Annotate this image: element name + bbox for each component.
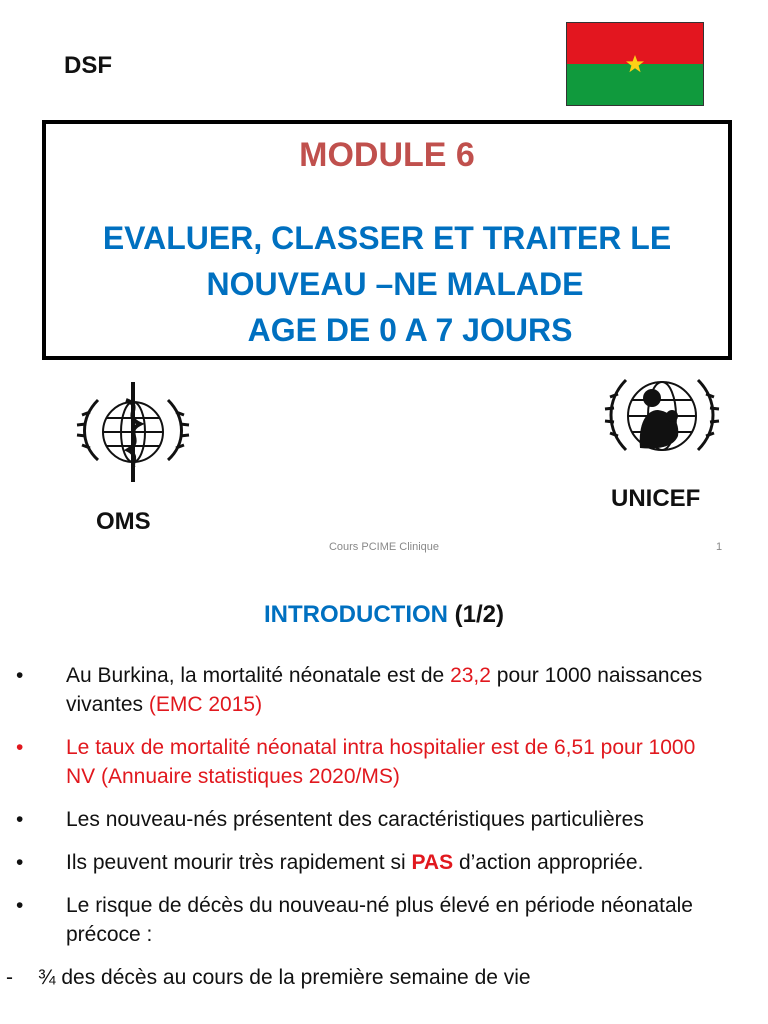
emphasis-word: PAS xyxy=(411,851,454,874)
bullet-text: Le risque de décès du nouveau-né plus élevé en période néonatale précoce : xyxy=(66,894,693,946)
oms-label: OMS xyxy=(96,508,151,535)
bullet-text xyxy=(66,661,728,719)
flag-star-icon xyxy=(625,54,645,74)
bullet-text: ¾ des décès au cours de la première semaine de vie xyxy=(38,966,531,989)
source-reference: (EMC 2015) xyxy=(148,693,263,716)
bullet-mark: • xyxy=(16,808,24,831)
unicef-label: UNICEF xyxy=(611,485,701,512)
bullet-text: Les nouveau-nés présentent des caractéristiques particulières xyxy=(66,808,644,831)
slide-footer: Cours PCIME Clinique xyxy=(328,541,440,553)
bullet-text-part: Ils peuvent mourir très rapidement si xyxy=(66,851,412,874)
org-label: DSF xyxy=(64,52,112,79)
page-number: 1 xyxy=(716,541,723,553)
slide-2 xyxy=(0,575,768,1024)
unicef-emblem-icon xyxy=(600,364,724,472)
module-title-box xyxy=(42,120,732,360)
bullet-text: Le taux de mortalité néonatal intra hospitalier est de 6,51 pour 1000 NV (Annuaire statistiques 2020/MS) xyxy=(66,736,696,788)
bullet-text-part: pour 1000 naissances vivantes xyxy=(66,664,703,716)
list-item xyxy=(0,848,768,877)
title-line-3: AGE DE 0 A 7 JOURS xyxy=(247,312,573,348)
bullet-text xyxy=(66,848,728,877)
list-item xyxy=(0,805,768,834)
bullet-text-part: Au Burkina, la mortalité néonatale est de xyxy=(66,664,451,687)
highlight-value: 23,2 xyxy=(450,664,491,687)
module-number: MODULE 6 xyxy=(299,136,475,174)
who-emblem-icon xyxy=(68,378,198,490)
list-item xyxy=(0,963,768,992)
title-line-2: NOUVEAU –NE MALADE xyxy=(206,266,584,302)
bullet-mark: • xyxy=(16,664,24,687)
title-line-1: EVALUER, CLASSER ET TRAITER LE xyxy=(102,220,672,256)
slide-title-part: (1/2) xyxy=(447,601,504,628)
dash-mark: - xyxy=(6,966,13,989)
burkina-flag-icon xyxy=(566,22,704,106)
bullet-list xyxy=(0,661,768,1006)
list-item xyxy=(0,891,768,949)
list-item xyxy=(0,733,768,791)
slide-title-main: INTRODUCTION xyxy=(264,601,448,628)
bullet-mark: • xyxy=(16,736,24,759)
bullet-text-part: d’action appropriée. xyxy=(453,851,644,874)
bullet-mark: • xyxy=(16,851,24,874)
list-item xyxy=(0,661,768,719)
slide-title xyxy=(0,601,768,629)
bullet-mark: • xyxy=(16,894,24,917)
